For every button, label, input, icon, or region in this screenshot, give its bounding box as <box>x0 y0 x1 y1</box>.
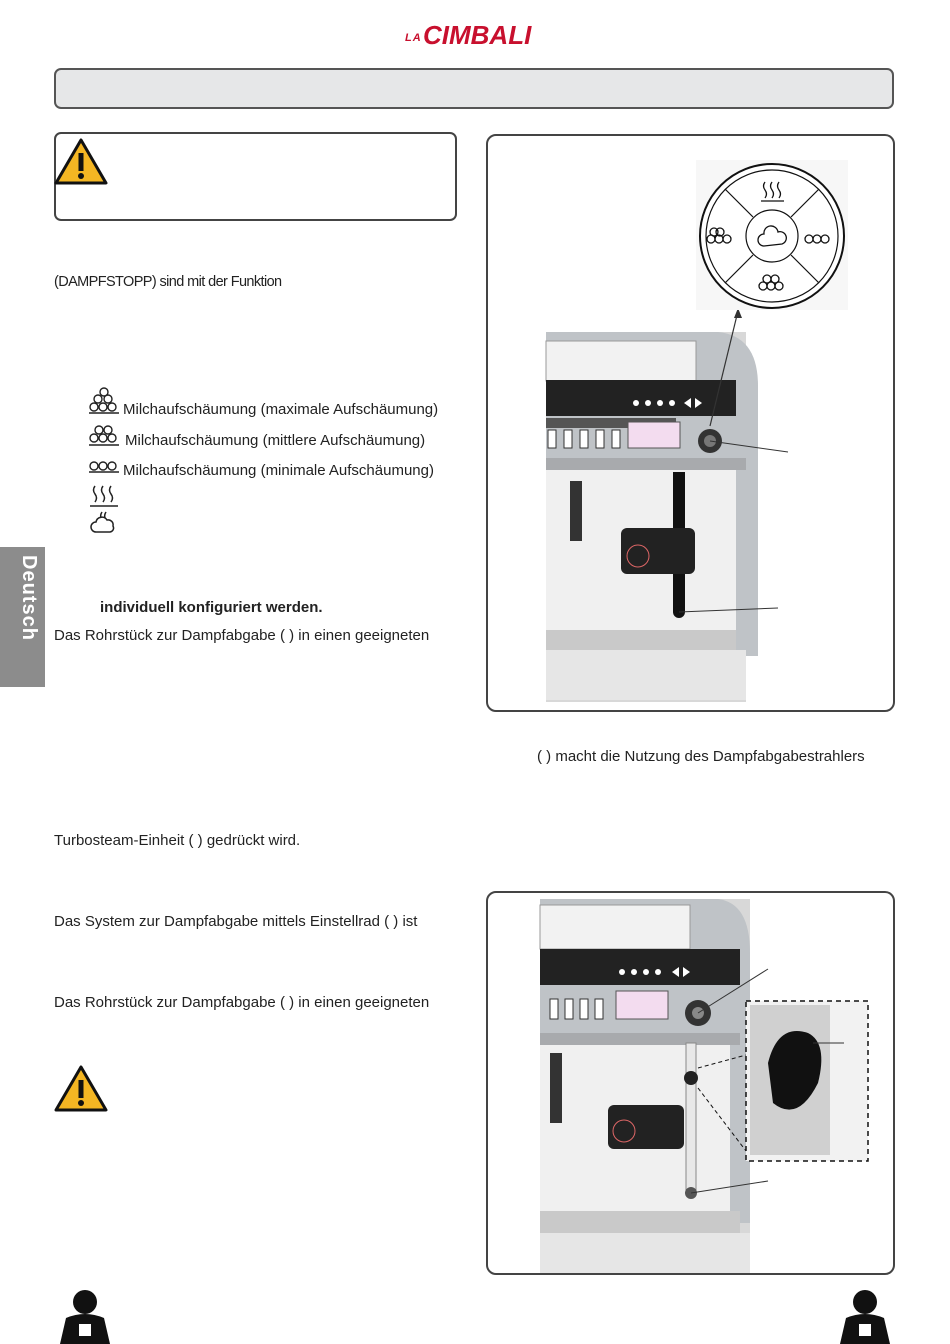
froth-max-label: Milchaufschäumung (maximale Aufschäumung) <box>123 401 439 418</box>
brand-name: CIMBALI <box>423 20 532 50</box>
warning-box <box>54 132 457 221</box>
coffee-machine-knob-illustration <box>488 136 895 712</box>
language-tab-label: Deutsch <box>18 555 40 641</box>
brand-logo <box>405 20 545 54</box>
froth-min-label: Milchaufschäumung (minimale Aufschäumung) <box>123 462 434 479</box>
warning-icon <box>54 137 108 185</box>
section-title-bar <box>54 68 894 109</box>
configured-text: individuell konfiguriert werden. <box>100 599 323 616</box>
brand-prefix: LA <box>405 32 422 44</box>
froth-medium-label: Milchaufschäumung (mittlere Aufschäumung) <box>125 432 426 449</box>
turbosteam-text: Turbosteam-Einheit ( ) gedrückt wird. <box>54 832 301 849</box>
steam-wand-text: ( ) macht die Nutzung des Dampfabgabestrahlers <box>537 748 865 765</box>
knob-system-text: Das System zur Dampfabgabe mittels Einstellrad ( ) ist <box>54 913 418 930</box>
language-tab <box>0 547 45 687</box>
froth-max-icon <box>88 387 120 415</box>
steam-cloud-icon <box>88 510 120 538</box>
barista-icon <box>834 1288 896 1344</box>
barista-icon <box>54 1288 116 1344</box>
coffee-machine-wand-illustration <box>488 893 895 1275</box>
figure-steam-knob <box>486 134 895 712</box>
figure-steam-wand <box>486 891 895 1275</box>
froth-min-icon <box>88 456 120 484</box>
warning-icon <box>54 1064 108 1112</box>
steam-pipe-text-1: Das Rohrstück zur Dampfabgabe ( ) in einen geeigneten <box>54 627 430 644</box>
froth-medium-icon <box>88 422 120 450</box>
steam-pipe-text-2: Das Rohrstück zur Dampfabgabe ( ) in einen geeigneten <box>54 994 430 1011</box>
steam-stop-text: (DAMPFSTOPP) sind mit der Funktion <box>54 274 282 290</box>
steam-icon <box>88 482 120 510</box>
